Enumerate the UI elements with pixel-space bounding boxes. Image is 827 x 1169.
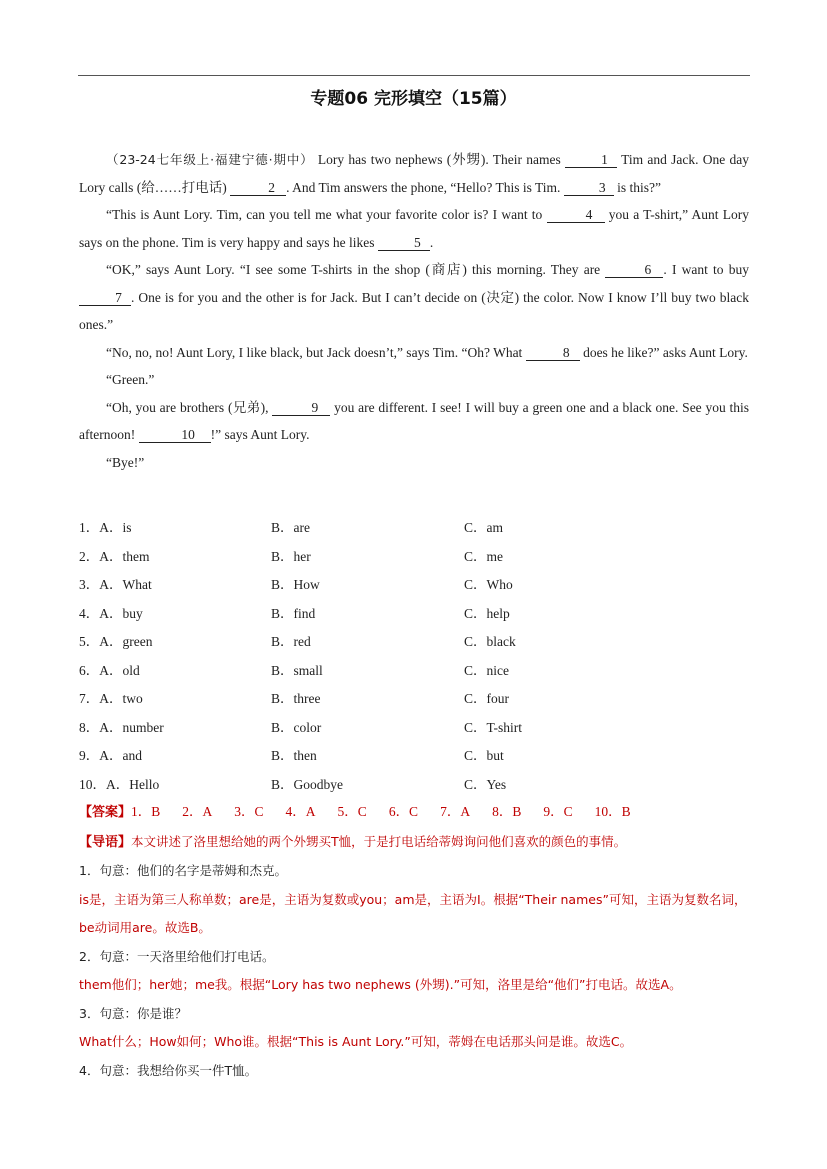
blank-6: 6 bbox=[605, 262, 663, 278]
option-row: 7．A．two B．three C．four bbox=[79, 691, 509, 706]
blank-2: 2 bbox=[230, 180, 286, 196]
passage-paragraph-2: “This is Aunt Lory. Tim, can you tell me what your favorite color is? I want to 4 you a T-shirt,” Aunt Lory says on the phone. Tim is very happy and says he likes 5 . bbox=[79, 207, 749, 250]
blank-7: 7 bbox=[79, 290, 131, 306]
source-label: （23-24七年级上·福建宁德·期中） bbox=[106, 152, 314, 167]
blank-10: 10 bbox=[139, 427, 211, 443]
passage-paragraph-1: （23-24七年级上·福建宁德·期中） Lory has two nephews (外甥). Their names 1 Tim and Jack. One day Lory calls (给……打电话) 2 . And Tim answers the phone, “Hello? This is Tim. 3 is this?” bbox=[79, 152, 750, 195]
passage-paragraph-3: “OK,” says Aunt Lory. “I see some T-shirts in the shop (商店) this morning. They are 6 . I want to buy 7 . One is for you and the other is for Jack. But I can’t decide on (决定) the color. Now I know I’ll buy two black ones.” bbox=[79, 262, 749, 332]
option-row: 8．A．number B．color C．T-shirt bbox=[79, 719, 523, 735]
option-row: 5．A．green B．red C．black bbox=[79, 634, 516, 649]
option-row: 4．A．buy B．find C．help bbox=[79, 605, 510, 621]
explanation-body: is是，主语为第三人称单数；are是，主语为复数或you；am是，主语为I。根据“Their names”可知，主语为复数名词，be动词用are。故选B。 bbox=[79, 891, 747, 935]
option-row: 9．A．and B．then C．but bbox=[79, 748, 504, 763]
option-row: 10．A．Hello B．Goodbye C．Yes bbox=[79, 776, 507, 792]
answer-label: 【答案】 bbox=[79, 805, 132, 820]
blank-4: 4 bbox=[547, 207, 605, 223]
blank-8: 8 bbox=[526, 345, 580, 361]
blank-3: 3 bbox=[564, 180, 614, 196]
answer-section bbox=[79, 798, 749, 1085]
blank-9: 9 bbox=[272, 400, 330, 416]
option-row: 6．A．old B．small C．nice bbox=[79, 662, 509, 678]
passage-paragraph-5: “Green.” bbox=[106, 372, 155, 387]
option-row: 1．A．is B．are C．am bbox=[79, 520, 503, 535]
passage-paragraph-6: “Oh, you are brothers (兄弟), 9 you are different. I see! I will buy a green one and a black one. See you this afternoon! 10 !” says Aunt Lory. bbox=[79, 399, 749, 442]
explanation-body: them他们；her她；me我。根据“Lory has two nephews (外甥).”可知，洛里是给“他们”打电话。故选A。 bbox=[79, 977, 682, 992]
blank-1: 1 bbox=[565, 152, 617, 168]
option-row: 3．A．What B．How C．Who bbox=[79, 577, 513, 592]
explanation-heading: 1．句意：他们的名字是蒂姆和杰克。 bbox=[79, 863, 287, 878]
blank-5: 5 bbox=[378, 235, 430, 251]
explanation-body: What什么；How如何；Who谁。根据“This is Aunt Lory.”可知，蒂姆在电话那头问是谁。故选C。 bbox=[79, 1034, 633, 1049]
cloze-passage bbox=[79, 146, 749, 476]
options-list bbox=[79, 514, 749, 799]
explanation-heading: 3．句意：你是谁？ bbox=[79, 1005, 187, 1021]
page-title: 专题06 完形填空（15篇） bbox=[310, 89, 517, 109]
passage-paragraph-7: “Bye!” bbox=[106, 454, 145, 470]
guide-note: 【导语】本文讲述了洛里想给她的两个外甥买T恤，于是打电话给蒂姆询问他们喜欢的颜色的事情。 bbox=[79, 833, 627, 850]
guide-label: 【导语】 bbox=[79, 834, 132, 850]
option-row: 2．A．them B．her C．me bbox=[79, 548, 503, 564]
header-rule bbox=[78, 75, 750, 76]
explanation-heading: 2．句意：一天洛里给他们打电话。 bbox=[79, 948, 275, 964]
passage-paragraph-4: “No, no, no! Aunt Lory, I like black, but Jack doesn’t,” says Tim. “Oh? What 8 does he like?” asks Aunt Lory. bbox=[106, 344, 748, 360]
answer-key: 【答案】1．B 2．A 3．C 4．A 5．C 6．C 7．A 8．B 9．C 10．B bbox=[79, 804, 631, 820]
explanation-heading: 4．句意：我想给你买一件T恤。 bbox=[79, 1062, 258, 1078]
